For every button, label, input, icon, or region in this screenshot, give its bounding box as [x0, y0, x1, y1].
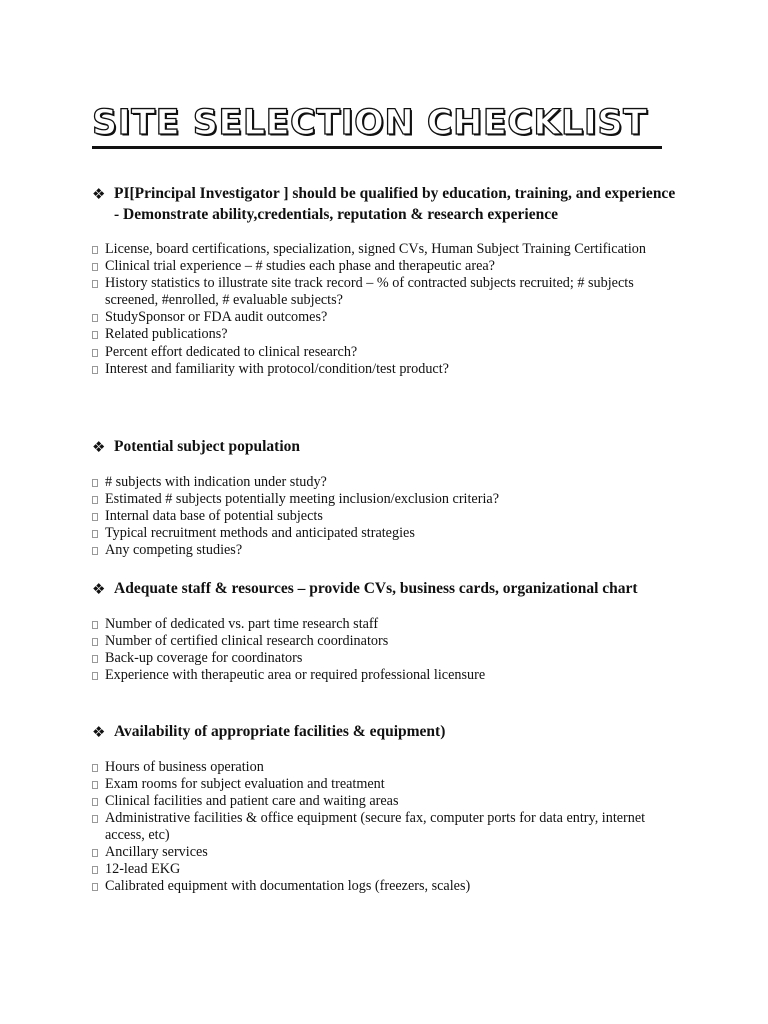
diamond-bullet-icon: ❖	[92, 185, 106, 203]
checkbox-icon	[92, 547, 98, 555]
section-heading-text: PI[Principal Investigator ] should be qualified by education, training, and experience - Demonstrate ability,credentials, reputation & research experience	[114, 185, 676, 223]
checkbox-icon	[92, 621, 98, 629]
section-facilities-equipment	[92, 722, 682, 895]
section-staff-resources	[92, 579, 682, 684]
checkbox-icon	[92, 496, 98, 504]
checklist-item: Hours of business operation	[92, 759, 682, 776]
checklist-item: Percent effort dedicated to clinical research?	[92, 344, 682, 361]
diamond-bullet-icon: ❖	[92, 723, 106, 741]
checklist-item: Interest and familiarity with protocol/condition/test product?	[92, 361, 682, 378]
section-heading-text: Adequate staff & resources – provide CVs, business cards, organizational chart	[114, 580, 638, 597]
checklist	[92, 474, 682, 559]
checklist	[92, 616, 682, 684]
checklist-item: Exam rooms for subject evaluation and treatment	[92, 776, 682, 793]
checkbox-icon	[92, 798, 98, 806]
section-heading	[92, 579, 682, 600]
checklist	[92, 241, 682, 378]
checkbox-icon	[92, 655, 98, 663]
checkbox-icon	[92, 764, 98, 772]
checkbox-icon	[92, 366, 98, 374]
checkbox-icon	[92, 849, 98, 857]
checklist-item: Ancillary services	[92, 844, 682, 861]
checkbox-icon	[92, 263, 98, 271]
checklist-item: # subjects with indication under study?	[92, 474, 682, 491]
checkbox-icon	[92, 314, 98, 322]
checkbox-icon	[92, 246, 98, 254]
checklist-item: Estimated # subjects potentially meeting inclusion/exclusion criteria?	[92, 491, 682, 508]
checkbox-icon	[92, 530, 98, 538]
checklist-item: Related publications?	[92, 326, 682, 343]
checkbox-icon	[92, 513, 98, 521]
checklist-item: StudySponsor or FDA audit outcomes?	[92, 309, 682, 326]
checkbox-icon	[92, 815, 98, 823]
checklist-item: Clinical facilities and patient care and waiting areas	[92, 793, 682, 810]
checklist-item: History statistics to illustrate site track record – % of contracted subjects recruited; # subjects screened, #enrolled, # evaluable subjects?	[92, 275, 682, 309]
checkbox-icon	[92, 638, 98, 646]
checkbox-icon	[92, 479, 98, 487]
checklist-item: Administrative facilities & office equipment (secure fax, computer ports for data entry, internet access, etc)	[92, 810, 682, 844]
checkbox-icon	[92, 781, 98, 789]
checkbox-icon	[92, 331, 98, 339]
section-heading-text: Potential subject population	[114, 438, 301, 455]
checklist-item: 12-lead EKG	[92, 861, 682, 878]
page-title: SITE SELECTION CHECKLIST	[92, 103, 648, 143]
checklist-item: Number of dedicated vs. part time research staff	[92, 616, 682, 633]
section-heading	[92, 722, 682, 743]
checkbox-icon	[92, 349, 98, 357]
checkbox-icon	[92, 672, 98, 680]
diamond-bullet-icon: ❖	[92, 580, 106, 598]
section-heading-text: Availability of appropriate facilities & equipment)	[114, 723, 446, 740]
checkbox-icon	[92, 883, 98, 891]
section-heading	[92, 437, 682, 458]
title-underline	[92, 146, 662, 149]
checklist-item: Clinical trial experience – # studies each phase and therapeutic area?	[92, 258, 682, 275]
checklist-item: Calibrated equipment with documentation logs (freezers, scales)	[92, 878, 682, 895]
checkbox-icon	[92, 866, 98, 874]
checklist-item: Experience with therapeutic area or required professional licensure	[92, 667, 682, 684]
diamond-bullet-icon: ❖	[92, 438, 106, 456]
checklist-item: Back-up coverage for coordinators	[92, 650, 682, 667]
checklist-item: Typical recruitment methods and anticipated strategies	[92, 525, 682, 542]
checklist	[92, 759, 682, 896]
checklist-item: Number of certified clinical research coordinators	[92, 633, 682, 650]
section-heading	[92, 184, 682, 225]
checklist-item: Any competing studies?	[92, 542, 682, 559]
section-subject-population	[92, 437, 682, 559]
checkbox-icon	[92, 280, 98, 288]
checklist-item: License, board certifications, specialization, signed CVs, Human Subject Training Certification	[92, 241, 682, 258]
section-pi-qualifications	[92, 184, 682, 378]
checklist-item: Internal data base of potential subjects	[92, 508, 682, 525]
